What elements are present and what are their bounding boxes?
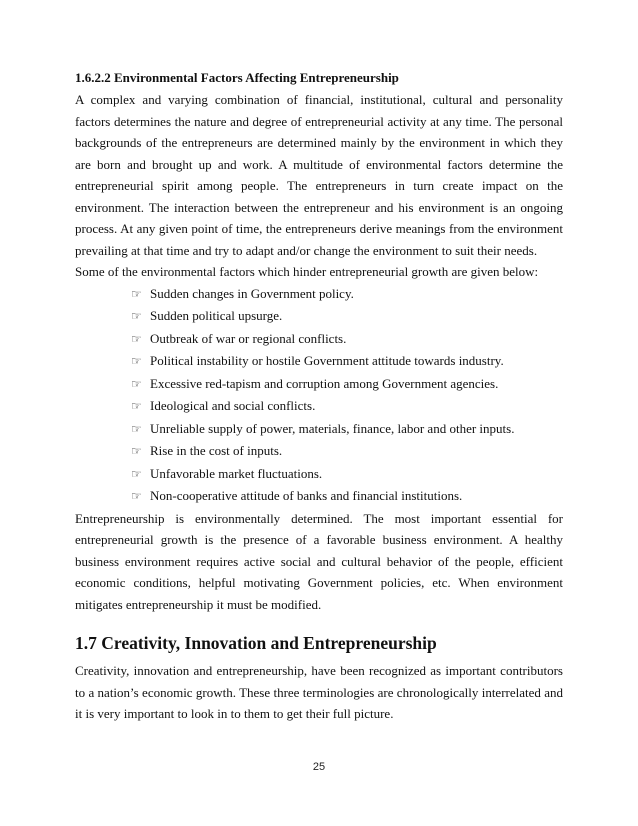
intro-paragraph: A complex and varying combination of financial, institutional, cultural and personality factors determines the nature and degree of entrepreneurial activity at any time. The personal backgrounds of the entrepreneurs are determined mainly by the environment in which they are born and brought up and work. A multitude of environmental factors determine the entrepreneurial spirit among people. The entrepreneurs in turn create impact on the environment. The interaction between the entrepreneur and his environment is an ongoing process. At any given point of time, the entrepreneurs derive meanings from the environment prevailing at that time and try to adapt and/or change the environment to suit their needs. xyxy=(75,92,563,258)
list-item-text: Sudden political upsurge. xyxy=(150,308,283,323)
list-item-text: Unreliable supply of power, materials, finance, labor and other inputs. xyxy=(150,420,515,436)
list-item-text: Rise in the cost of inputs. xyxy=(150,443,283,458)
list-item xyxy=(131,373,563,396)
list-item xyxy=(131,395,563,418)
list-item xyxy=(131,350,563,373)
pointing-hand-icon: ☞ xyxy=(131,309,142,323)
list-item-text: Ideological and social conflicts. xyxy=(150,398,316,413)
list-item-text: Political instability or hostile Government attitude towards industry. xyxy=(150,353,504,368)
pointing-hand-icon: ☞ xyxy=(131,421,142,436)
pointing-hand-icon: ☞ xyxy=(131,376,142,391)
list-item-text: Unfavorable market fluctuations. xyxy=(150,465,323,481)
list-item-text: Outbreak of war or regional conflicts. xyxy=(150,330,347,346)
list-item xyxy=(131,418,563,441)
section-body-paragraph: Creativity, innovation and entrepreneurship, have been recognized as important contributors to a nation’s economic growth. These three terminologies are chronologically interrelated and it is very important to look in to them to get their full picture. xyxy=(75,663,563,721)
list-item xyxy=(131,328,563,351)
list-item-text: Sudden changes in Government policy. xyxy=(150,285,354,301)
page-number: 25 xyxy=(312,761,326,773)
list-item xyxy=(131,305,563,328)
pointing-hand-icon: ☞ xyxy=(131,399,142,413)
section-heading: 1.7 Creativity, Innovation and Entrepreneurship xyxy=(75,633,437,653)
pointing-hand-icon: ☞ xyxy=(131,489,142,503)
list-item-text: Excessive red-tapism and corruption among Government agencies. xyxy=(150,375,499,391)
list-lead-paragraph: Some of the environmental factors which hinder entrepreneurial growth are given below: xyxy=(75,264,539,279)
pointing-hand-icon: ☞ xyxy=(131,466,142,481)
pointing-hand-icon: ☞ xyxy=(131,444,142,458)
page-content xyxy=(75,67,563,725)
list-item xyxy=(131,463,563,486)
list-item xyxy=(131,283,563,306)
environmental-factor-list xyxy=(75,283,563,508)
subsection-heading: 1.6.2.2 Environmental Factors Affecting Entrepreneurship xyxy=(75,70,399,85)
conclusion-paragraph: Entrepreneurship is environmentally determined. The most important essential for entrepreneurial growth is the presence of a favorable business environment. A healthy business environment requires active social and cultural behavior of the people, efficient economic conditions, helpful motivating Government policies, etc. When environment mitigates entrepreneurship it must be modified. xyxy=(75,510,563,612)
list-item xyxy=(131,485,563,508)
pointing-hand-icon: ☞ xyxy=(131,286,142,301)
list-item-text: Non-cooperative attitude of banks and financial institutions. xyxy=(150,488,463,503)
pointing-hand-icon: ☞ xyxy=(131,331,142,346)
list-item xyxy=(131,440,563,463)
pointing-hand-icon: ☞ xyxy=(131,354,142,368)
